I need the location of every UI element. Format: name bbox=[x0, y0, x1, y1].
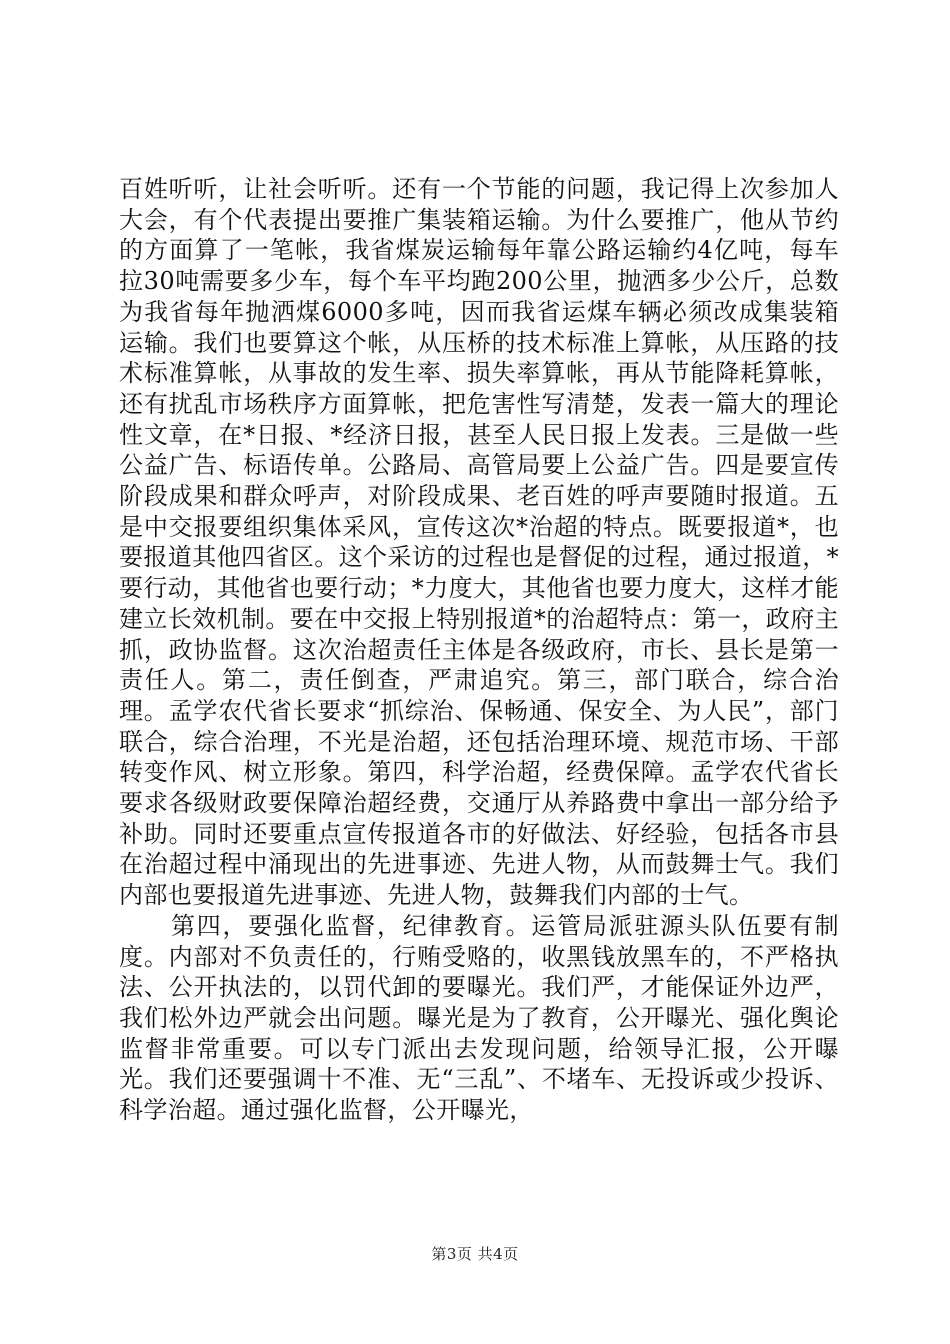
document-body bbox=[119, 174, 839, 1126]
paragraph-supervision: 第四，要强化监督，纪律教育。运管局派驻源头队伍要有制度。内部对不负责任的，行贿受赂的，收黑钱放黑车的，不严格执法、公开执法的，以罚代卸的要曝光。我们严，才能保证外边严，我们松外边严就会出问题。曝光是为了教育，公开曝光、强化舆论监督非常重要。可以专门派出去发现问题，给领导汇报，公开曝光。我们还要强调十不准、无“三乱”、不堵车、无投诉或少投诉、科学治超。通过强化监督，公开曝光， bbox=[119, 911, 839, 1125]
page-footer: 第3页 共4页 bbox=[431, 1245, 519, 1263]
paragraph-continued: 百姓听听，让社会听听。还有一个节能的问题，我记得上次参加人大会，有个代表提出要推广集装箱运输。为什么要推广，他从节约的方面算了一笔帐，我省煤炭运输每年靠公路运输约4亿吨，每车拉30吨需要多少车，每个车平均跑200公里，抛洒多少公斤，总数为我省每年抛洒煤6000多吨，因而我省运煤车辆必须改成集装箱运输。我们也要算这个帐，从压桥的技术标准上算帐，从压路的技术标准算帐，从事故的发生率、损失率算帐，再从节能降耗算帐，还有扰乱市场秩序方面算帐，把危害性写清楚，发表一篇大的理论性文章，在*日报、*经济日报，甚至人民日报上发表。三是做一些公益广告、标语传单。公路局、高管局要上公益广告。四是要宣传阶段成果和群众呼声，对阶段成果、老百姓的呼声要随时报道。五是中交报要组织集体采风，宣传这次*治超的特点。既要报道*，也要报道其他四省区。这个采访的过程也是督促的过程，通过报道，*要行动，其他省也要行动；*力度大，其他省也要力度大，这样才能建立长效机制。要在中交报上特别报道*的治超特点：第一，政府主抓，政协监督。这次治超责任主体是各级政府，市长、县长是第一责任人。第二，责任倒查，严肃追究。第三，部门联合，综合治理。孟学农代省长要求“抓综治、保畅通、保安全、为人民”，部门联合，综合治理，不光是治超，还包括治理环境、规范市场、干部转变作风、树立形象。第四，科学治超，经费保障。孟学农代省长要求各级财政要保障治超经费，交通厅从养路费中拿出一部分给予补助。同时还要重点宣传报道各市的好做法、好经验，包括各市县在治超过程中涌现出的先进事迹、先进人物，从而鼓舞士气。我们内部也要报道先进事迹、先进人物，鼓舞我们内部的士气。 bbox=[119, 175, 839, 910]
